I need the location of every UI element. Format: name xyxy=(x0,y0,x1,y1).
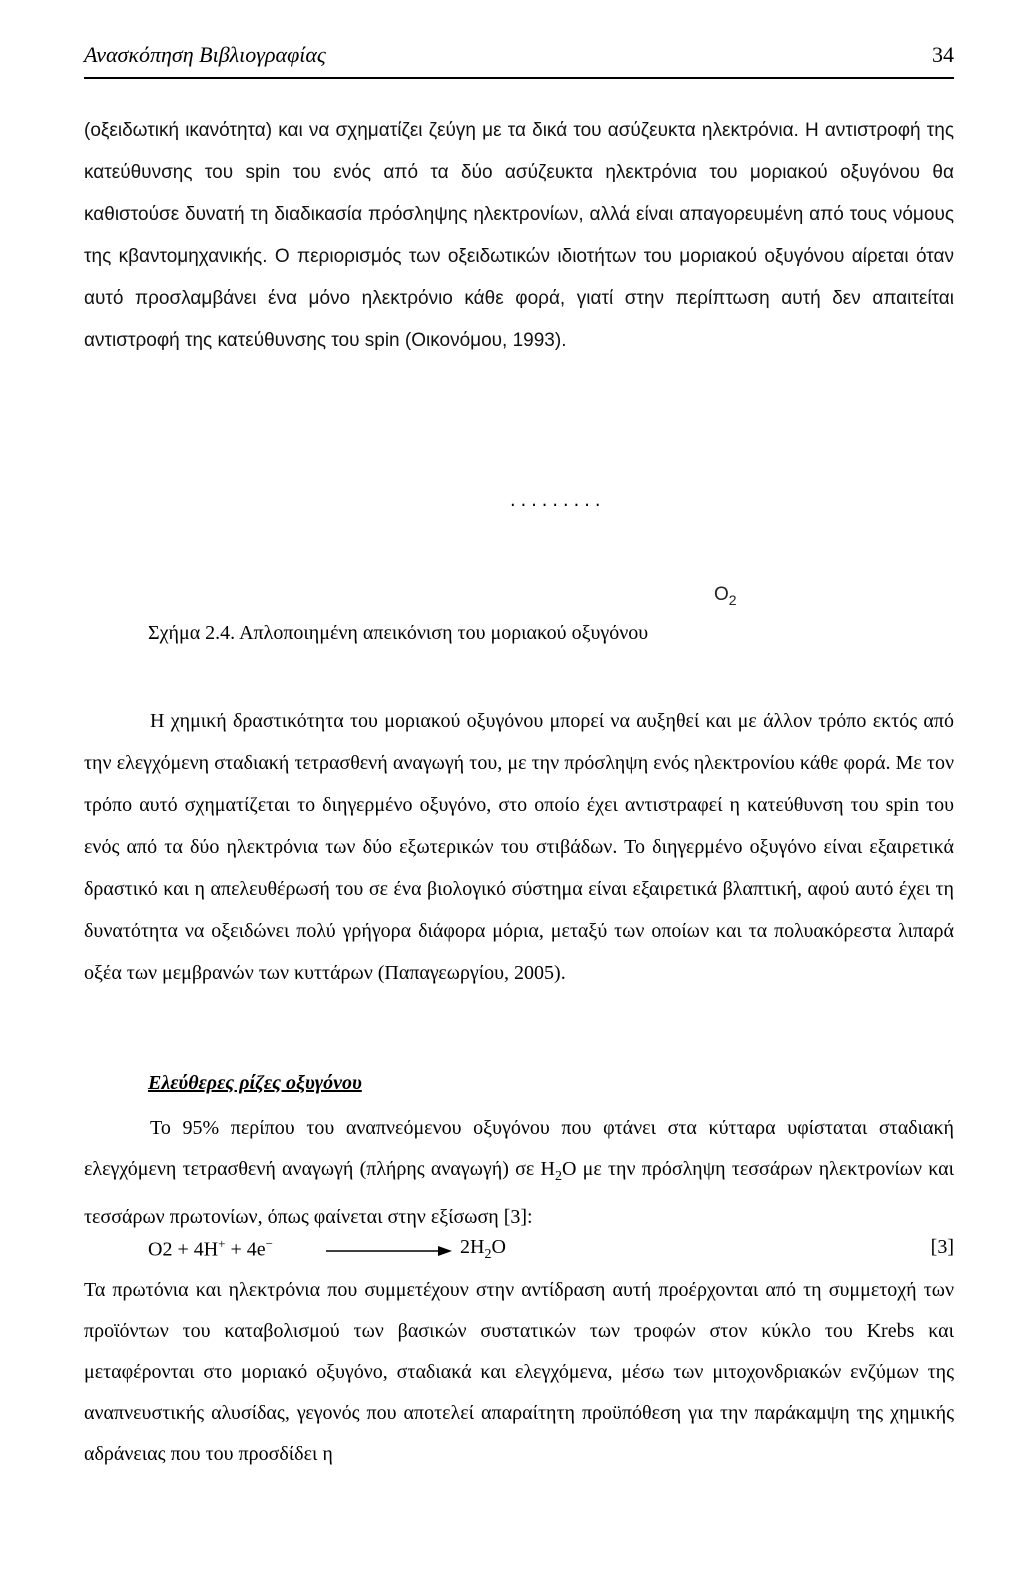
paragraph-3-text-a: Το 95% περίπου του αναπνεόμενου οξυγόνου που φτάνει στα κύτταρα υφίσταται σταδιακή ελεγχόμενη τετρασθενή αναγωγή (πλήρης αναγωγή) σε H xyxy=(84,1117,954,1180)
page-number: 34 xyxy=(932,42,954,67)
paragraph-1: (οξειδωτική ικανότητα) και να σχηματίζει ζεύγη με τα δικά του ασύζευκτα ηλεκτρόνια. Η αντιστροφή της κατεύθυνσης του spin του ενός από τα δύο ασύζευκτα ηλεκτρόνια του μοριακού οξυγόνου θα καθιστούσε δυνατή τη διαδικασία πρόσληψης ηλεκτρονίων, αλλά είναι απαγορευμένη από τους νόμους της κβαντομηχανικής. Ο περιορισμός των οξειδωτικών ιδιοτήτων του μοριακού οξυγόνου αίρεται όταν αυτό προσλαμβάνει ένα μόνο ηλεκτρόνιο κάθε φορά, γιατί στην περίπτωση αυτή δεν απαιτείται αντιστροφή της κατεύθυνσης του spin (Οικονόμου, 1993). xyxy=(84,120,954,351)
paragraph-4: Τα πρωτόνια και ηλεκτρόνια που συμμετέχουν στην αντίδραση αυτή προέρχονται από τη συμμετοχή των προϊόντων του καταβολισμού των βασικών συστατικών των τροφών στον κύκλο του Krebs και μεταφέρονται στο μοριακό οξυγόνο, σταδιακά και ελεγχόμενα, μέσω των μιτοχονδριακών ενζύμων της αναπνευστικής αλυσίδας, γεγονός που αποτελεί απαραίτητη προϋπόθεση για την παράκαμψη της χημικής αδράνειας που του προσδίδει η xyxy=(84,1279,954,1465)
equation-3 xyxy=(148,1234,954,1268)
paragraph-2: Η χημική δραστικότητα του μοριακού οξυγόνου μπορεί να αυξηθεί και με άλλον τρόπο εκτός από την ελεγχόμενη σταδιακή τετρασθενή αναγωγή του, με την πρόσληψη ενός ηλεκτρονίου κάθε φορά. Με τον τρόπο αυτό σχηματίζεται το διηγερμένο οξυγόνο, στο οποίο έχει αντιστραφεί η κατεύθυνση του spin του ενός από τα δύο ηλεκτρόνια των δύο εξωτερικών του στιβάδων. Το διηγερμένο οξυγόνο είναι εξαιρετικά δραστικό και η απελευθέρωσή του σε ένα βιολογικό σύστημα είναι εξαιρετικά βλαπτική, αφού αυτό έχει τη δυνατότητα να οξειδώνει πολύ γρήγορα διάφορα μόρια, μεταξύ των οποίων και τα πολυακόρεστα λιπαρά οξέα των μεμβρανών των κυττάρων (Παπαγεωργίου, 2005). xyxy=(84,710,954,984)
equation-number: [3] xyxy=(930,1236,954,1258)
figure-label-sub: 2 xyxy=(728,591,737,608)
equation-minus-sup: − xyxy=(265,1236,274,1251)
reaction-arrow-icon xyxy=(324,1244,454,1258)
page-header xyxy=(84,38,954,78)
figure-placeholder-dots: ········· xyxy=(508,496,604,514)
running-head-title: Ανασκόπηση Βιβλιογραφίας xyxy=(84,42,326,67)
equation-products xyxy=(460,1236,506,1263)
paragraph-3-text-b: O με την πρόσληψη τεσσάρων ηλεκτρονίων και τεσσάρων πρωτονίων, όπως φαίνεται στην εξίσωση [3]: xyxy=(84,1158,954,1228)
equation-right-b: O xyxy=(491,1236,506,1258)
paragraph-3-formula-sub: 2 xyxy=(554,1169,562,1184)
equation-left-b: + 4e xyxy=(225,1238,266,1261)
figure-caption: Σχήμα 2.4. Απλοποιημένη απεικόνιση του μοριακού οξυγόνου xyxy=(148,622,649,644)
header-divider xyxy=(84,77,954,79)
equation-right-a: 2H xyxy=(460,1236,485,1258)
equation-left-a: O2 + 4H xyxy=(148,1238,219,1261)
figure-label-main: O xyxy=(714,584,729,605)
paragraph-3 xyxy=(84,1108,954,1238)
figure-o2-label xyxy=(714,584,737,608)
equation-right-sub: 2 xyxy=(484,1247,492,1262)
equation-reactants xyxy=(148,1236,273,1262)
equation-plus-sup: + xyxy=(218,1236,226,1251)
section-heading: Ελεύθερες ρίζες οξυγόνου xyxy=(148,1072,362,1094)
